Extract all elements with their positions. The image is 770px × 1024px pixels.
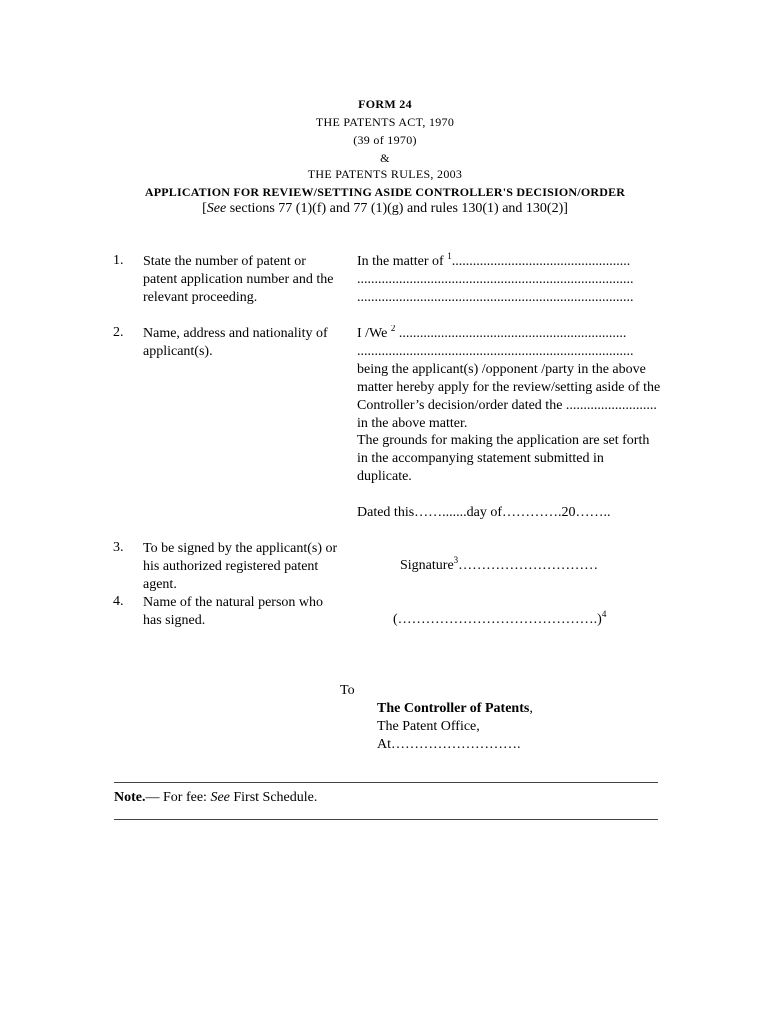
item-2-number: 2. <box>113 325 124 340</box>
item-2-label: Name, address and nationality of applicant(s). <box>143 326 328 359</box>
rules-title: THE PATENTS RULES, 2003 <box>307 167 463 181</box>
act-number: (39 of 1970) <box>353 133 417 147</box>
item-4-label: Name of the natural person who has signed. <box>143 595 323 628</box>
addressee-controller: The Controller of Patents, <box>377 701 533 716</box>
divider-top <box>114 782 658 783</box>
divider-bottom <box>114 819 658 820</box>
applicant-dots-line-2: ............................................................................... <box>357 344 634 359</box>
section-reference: [See sections 77 (1)(f) and 77 (1)(g) and rules 130(1) and 130(2)] <box>202 201 568 216</box>
item-1-number: 1. <box>113 253 124 268</box>
matter-dots-line-3: ............................................................................... <box>357 290 634 305</box>
ampersand: & <box>380 151 390 165</box>
signatory-name-line: (…………………………………….)$^4$ <box>393 609 607 627</box>
fee-note: Note.— For fee: See First Schedule. <box>114 790 318 805</box>
applicant-line: I /We $^2$ ................................................................. <box>357 325 627 341</box>
matter-line: In the matter of $^1$................................................... <box>357 251 631 269</box>
matter-dots-line-2: ............................................................................... <box>357 272 634 287</box>
item-3-label: To be signed by the applicant(s) or his authorized registered patent agent. <box>143 541 338 592</box>
addressee-at: At………………………. <box>377 737 521 752</box>
dated-line: Dated this…….......day of………….20…….. <box>357 505 611 520</box>
form-number: FORM 24 <box>358 97 412 111</box>
addressee-office: The Patent Office, <box>377 719 480 734</box>
item-3-number: 3. <box>113 540 124 555</box>
act-title: THE PATENTS ACT, 1970 <box>315 115 455 129</box>
to-label: To <box>340 683 355 698</box>
item-4-number: 4. <box>113 594 124 609</box>
form-title: APPLICATION FOR REVIEW/SETTING ASIDE CONTROLLER'S DECISION/ORDER <box>144 185 626 199</box>
grounds-text: The grounds for making the application are set forth in the accompanying statement submitted in duplicate. <box>357 433 650 484</box>
application-body: being the applicant(s) /opponent /party in the above matter hereby apply for the review/setting aside of the Controller’s decision/order dated the .......................... in the above matter. <box>357 362 661 431</box>
item-1-label: State the number of patent or patent application number and the relevant proceeding. <box>143 254 334 305</box>
signature-line: Signature$^3$………………………… <box>400 555 599 573</box>
